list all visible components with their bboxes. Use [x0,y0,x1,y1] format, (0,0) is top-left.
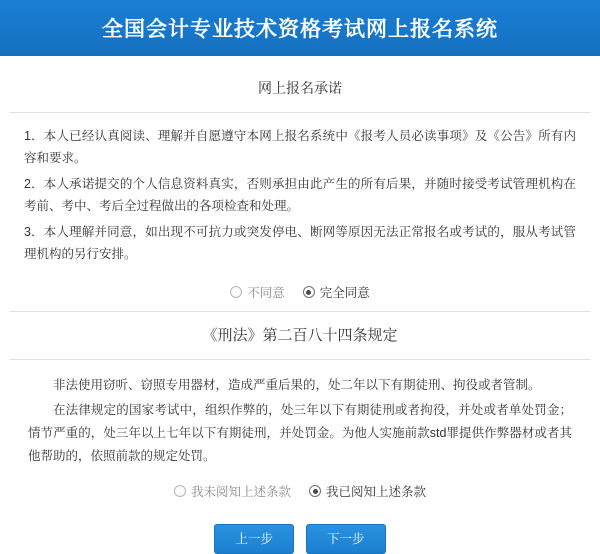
terms-item: 3．本人理解并同意，如出现不可抗力或突发停电、断网等原因无法正常报名或考试的，服从考试管理机构的另行安排。 [24,225,576,261]
radio-dot-icon[interactable] [174,485,186,497]
promise-terms-list [10,113,590,275]
law-paragraph: 非法使用窃听、窃照专用器材，造成严重后果的，处二年以下有期徒刑、拘役或者管制。 [53,378,541,392]
wizard-buttons [10,510,590,554]
next-step-button[interactable]: 下一步 [306,524,386,554]
radio-dot-checked-icon[interactable] [309,485,321,497]
page-title: 全国会计专业技术资格考试网上报名系统 [102,18,498,41]
radio-option-read[interactable] [309,482,426,500]
law-body [10,360,590,474]
terms-item: 1．本人已经认真阅读、理解并自愿遵守本网上报名系统中《报考人员必读事项》及《公告》所有内容和要求。 [24,129,576,165]
prev-step-button[interactable]: 上一步 [214,524,294,554]
radio-option-label: 完全同意 [319,286,370,300]
radio-dot-icon[interactable] [230,286,242,298]
radio-option-not-read[interactable] [174,482,291,500]
promise-radio-group [10,275,590,311]
radio-dot-checked-icon[interactable] [303,286,315,298]
law-section-title: 《刑法》第二百八十四条规定 [202,328,398,344]
app-header [0,0,600,56]
terms-item: 2．本人承诺提交的个人信息资料真实，否则承担由此产生的所有后果，并随时接受考试管理机构在考前、考中、考后全过程做出的各项检查和处理。 [24,177,576,213]
radio-option-label: 不同意 [247,286,285,300]
main-content [0,56,600,554]
radio-option-label: 我未阅知上述条款 [190,485,291,499]
law-radio-group [10,474,590,510]
radio-option-agree[interactable] [303,283,370,301]
radio-option-label: 我已阅知上述条款 [326,485,427,499]
radio-option-disagree[interactable] [230,283,285,301]
law-paragraph: 在法律规定的国家考试中，组织作弊的，处三年以下有期徒刑或者拘役，并处或者单处罚金；情节严重的，处三年以上七年以下有期徒刑，并处罚金。为他人实施前款std罪提供作弊器材或者其他帮助的，依照前款的规定处罚。 [28,403,572,463]
section-title: 网上报名承诺 [258,80,342,96]
